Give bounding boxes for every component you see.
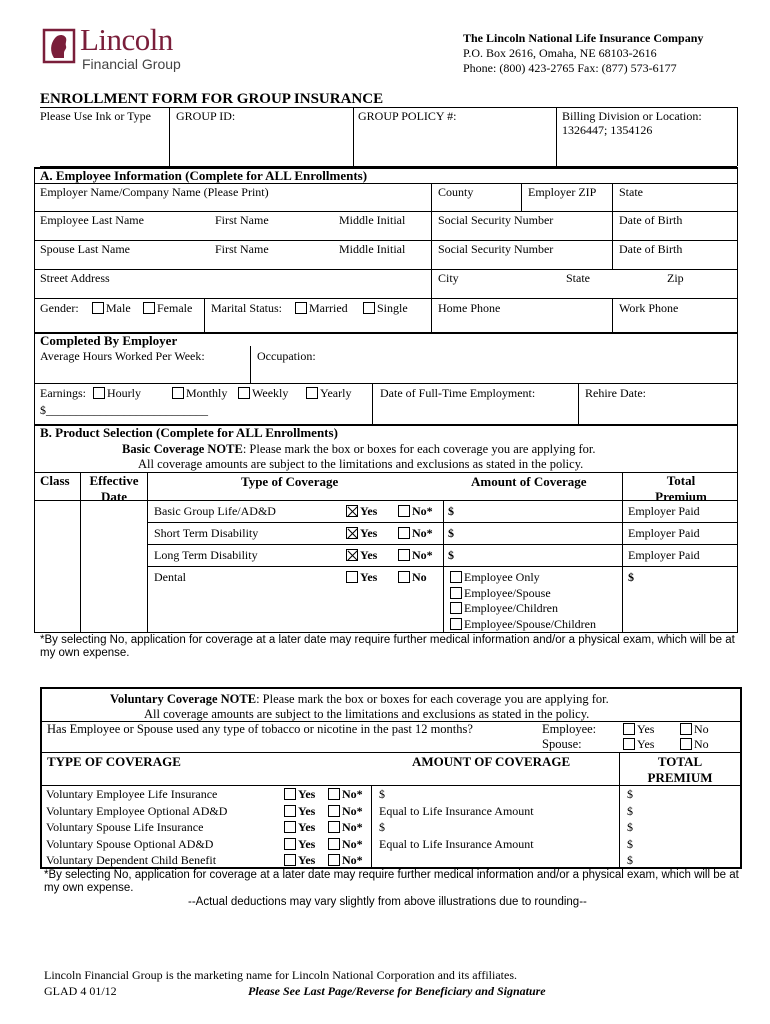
earnings-weekly-option[interactable]: Weekly [238,386,288,401]
voluntary-row-name: Voluntary Dependent Child Benefit [46,853,217,867]
voluntary-row-name: Voluntary Spouse Life Insurance [46,820,204,834]
voluntary-no-option[interactable]: No* [328,853,363,868]
logo-subtitle: Financial Group [82,56,181,72]
state-field[interactable]: State [619,185,643,199]
tobacco-spouse-no-checkbox[interactable] [680,738,692,750]
voluntary-amount-field[interactable]: $ [379,820,385,834]
dental-tier-option[interactable]: Employee Only [450,570,596,586]
voluntary-yes-checkbox[interactable] [284,854,296,866]
average-hours-field[interactable]: Average Hours Worked Per Week: [40,349,205,363]
gender-label: Gender: [40,301,79,315]
basic-coverage-note-line2: All coverage amounts are subject to the limitations and exclusions as stated in the policy. [138,457,584,471]
dental-no-option[interactable]: No [398,570,427,585]
marital-married-option[interactable]: Married [295,301,348,316]
voluntary-yes-option[interactable]: Yes [284,853,315,868]
std-yes-option[interactable]: Yes [346,526,377,541]
basic-life-no-checkbox[interactable] [398,505,410,517]
employer-section-title: Completed By Employer [40,333,178,348]
section-b-footnote: *By selecting No, application for coverage at a later date may require further medical information and/or a physical exam, which will be at my own expense. [40,634,735,659]
street-address-field[interactable]: Street Address [40,271,110,285]
earnings-hourly-option[interactable]: Hourly [93,386,141,401]
earnings-yearly-option[interactable]: Yearly [306,386,351,401]
voluntary-no-checkbox[interactable] [328,838,340,850]
logo-name: Lincoln [80,22,173,57]
voluntary-note: Voluntary Coverage NOTE: Please mark the box or boxes for each coverage you are applying for. [110,692,609,706]
voluntary-yes-option[interactable]: Yes [284,820,315,835]
voluntary-yes-option[interactable]: Yes [284,787,315,802]
basic-life-no-option[interactable]: No* [398,504,433,519]
rehire-date-field[interactable]: Rehire Date: [585,386,646,400]
std-no-checkbox[interactable] [398,527,410,539]
std-no-option[interactable]: No* [398,526,433,541]
basic-coverage-note: Basic Coverage NOTE: Please mark the box or boxes for each coverage you are applying for. [122,442,596,456]
spouse-ssn-field[interactable]: Social Security Number [438,242,554,256]
voluntary-no-checkbox[interactable] [328,854,340,866]
employee-ssn-field[interactable]: Social Security Number [438,213,554,227]
voluntary-type-header: TYPE OF COVERAGE [47,754,181,769]
ltd-premium: Employer Paid [628,548,700,562]
female-checkbox[interactable] [143,302,155,314]
section-b-title: B. Product Selection (Complete for ALL Enrollments) [40,425,338,440]
group-policy-label[interactable]: GROUP POLICY #: [358,109,457,123]
voluntary-row-name: Voluntary Employee Optional AD&D [46,804,228,818]
col-total-header: Total Premium [655,473,707,504]
voluntary-no-option[interactable]: No* [328,804,363,819]
ltd-amount[interactable]: $ [448,548,454,562]
gender-female-option[interactable]: Female [143,301,192,316]
employee-dob-field[interactable]: Date of Birth [619,213,683,227]
spouse-middle-initial-field[interactable]: Middle Initial [339,242,406,256]
male-checkbox[interactable] [92,302,104,314]
voluntary-row-name: Voluntary Employee Life Insurance [46,787,218,801]
col-amount-header: Amount of Coverage [471,474,587,489]
std-premium: Employer Paid [628,526,700,540]
voluntary-no-option[interactable]: No* [328,820,363,835]
lincoln-logo-icon [40,28,78,64]
yearly-checkbox[interactable] [306,387,318,399]
ltd-yes-checkbox[interactable] [346,549,358,561]
voluntary-note-line2: All coverage amounts are subject to the limitations and exclusions as stated in the policy. [144,707,590,721]
basic-row-name: Basic Group Life/AD&D [154,504,276,518]
std-amount[interactable]: $ [448,526,454,540]
dental-premium[interactable]: $ [628,570,634,584]
form-code: GLAD 4 01/12 [44,984,117,998]
basic-life-yes-option[interactable]: Yes [346,504,377,519]
company-phone: Phone: (800) 423-2765 Fax: (877) 573-6177 [463,61,677,75]
voluntary-row-name: Voluntary Spouse Optional AD&D [46,837,214,851]
voluntary-total-header: TOTAL PREMIUM [647,754,713,785]
company-name: The Lincoln National Life Insurance Company [463,31,704,45]
voluntary-yes-checkbox[interactable] [284,838,296,850]
spouse-first-name-field[interactable]: First Name [215,242,269,256]
tobacco-employee-yes-checkbox[interactable] [623,723,635,735]
earnings-amount-field[interactable]: $___________________________ [40,403,208,417]
basic-life-yes-checkbox[interactable] [346,505,358,517]
col-effective-header: Effective Date [89,473,139,504]
voluntary-premium-field[interactable]: $ [627,853,633,867]
basic-life-premium: Employer Paid [628,504,700,518]
dental-tier-option[interactable]: Employee/Spouse/Children [450,617,596,633]
earnings-label: Earnings: [40,386,86,400]
married-checkbox[interactable] [295,302,307,314]
employer-name-field[interactable]: Employer Name/Company Name (Please Print) [40,185,269,199]
address-zip-field[interactable]: Zip [667,271,684,285]
county-field[interactable]: County [438,185,474,199]
dental-yes-checkbox[interactable] [346,571,358,583]
reverse-page-note: Please See Last Page/Reverse for Beneficiary and Signature [248,984,546,998]
dental-tier-options[interactable] [450,570,596,632]
tobacco-question: Has Employee or Spouse used any type of tobacco or nicotine in the past 12 months? [47,722,473,736]
voluntary-amount-field[interactable]: $ [379,787,385,801]
voluntary-yes-option[interactable]: Yes [284,804,315,819]
tobacco-employee-yes-option[interactable]: Yes [623,722,654,737]
voluntary-premium-field[interactable]: $ [627,787,633,801]
full-time-date-field[interactable]: Date of Full-Time Employment: [380,386,536,400]
tobacco-employee-no-checkbox[interactable] [680,723,692,735]
voluntary-no-checkbox[interactable] [328,805,340,817]
work-phone-field[interactable]: Work Phone [619,301,679,315]
weekly-checkbox[interactable] [238,387,250,399]
voluntary-premium-field[interactable]: $ [627,837,633,851]
voluntary-yes-checkbox[interactable] [284,805,296,817]
voluntary-yes-checkbox[interactable] [284,821,296,833]
tobacco-spouse-yes-option[interactable]: Yes [623,737,654,752]
address-state-field[interactable]: State [566,271,590,285]
marital-single-option[interactable]: Single [363,301,408,316]
occupation-field[interactable]: Occupation: [257,349,316,363]
billing-value: 1326447; 1354126 [562,123,653,137]
dental-tier-option[interactable]: Employee/Children [450,601,596,617]
section-a-title: A. Employee Information (Complete for ALL Enrollments) [40,168,368,183]
tobacco-spouse-label: Spouse: [542,737,582,751]
ltd-no-option[interactable]: No* [398,548,433,563]
ink-note: Please Use Ink or Type [40,109,151,123]
voluntary-amount-field[interactable]: Equal to Life Insurance Amount [379,804,534,818]
employee-last-name-field[interactable]: Employee Last Name [40,213,144,227]
rounding-note: --Actual deductions may vary slightly from above illustrations due to rounding-- [188,896,587,908]
home-phone-field[interactable]: Home Phone [438,301,501,315]
voluntary-premium-field[interactable]: $ [627,804,633,818]
voluntary-footnote: *By selecting No, application for coverage at a later date may require further medical information and/or a physical exam, which will be at my own expense. [44,869,739,894]
voluntary-premium-field[interactable]: $ [627,820,633,834]
monthly-checkbox[interactable] [172,387,184,399]
gender-male-option[interactable]: Male [92,301,131,316]
voluntary-no-checkbox[interactable] [328,788,340,800]
basic-life-amount[interactable]: $ [448,504,454,518]
marital-status-label: Marital Status: [211,301,282,315]
dental-tier-option[interactable]: Employee/Spouse [450,586,596,602]
employer-zip-field[interactable]: Employer ZIP [528,185,597,199]
spouse-dob-field[interactable]: Date of Birth [619,242,683,256]
company-address-block [463,31,703,76]
voluntary-no-checkbox[interactable] [328,821,340,833]
voluntary-amount-header: AMOUNT OF COVERAGE [412,754,571,769]
ltd-row-name: Long Term Disability [154,548,258,562]
col-class-header: Class [40,473,70,488]
dental-yes-option[interactable]: Yes [346,570,377,585]
dental-no-checkbox[interactable] [398,571,410,583]
employee-first-name-field[interactable]: First Name [215,213,269,227]
dental-row-name: Dental [154,570,186,584]
std-row-name: Short Term Disability [154,526,259,540]
city-field[interactable]: City [438,271,459,285]
tobacco-employee-label: Employee: [542,722,597,736]
group-id-label[interactable]: GROUP ID: [176,109,236,123]
billing-label: Billing Division or Location: [562,109,702,123]
hourly-checkbox[interactable] [93,387,105,399]
tobacco-employee-no-option[interactable]: No [680,722,709,737]
form-title: ENROLLMENT FORM FOR GROUP INSURANCE [40,91,384,107]
earnings-monthly-option[interactable]: Monthly [172,386,227,401]
tobacco-spouse-no-option[interactable]: No [680,737,709,752]
voluntary-amount-field[interactable]: Equal to Life Insurance Amount [379,837,534,851]
voluntary-no-option[interactable]: No* [328,787,363,802]
spouse-last-name-field[interactable]: Spouse Last Name [40,242,130,256]
ltd-yes-option[interactable]: Yes [346,548,377,563]
voluntary-yes-checkbox[interactable] [284,788,296,800]
std-yes-checkbox[interactable] [346,527,358,539]
voluntary-no-option[interactable]: No* [328,837,363,852]
tobacco-spouse-yes-checkbox[interactable] [623,738,635,750]
footer-marketing-note: Lincoln Financial Group is the marketing name for Lincoln National Corporation and its affiliates. [44,968,517,982]
ltd-no-checkbox[interactable] [398,549,410,561]
company-address: P.O. Box 2616, Omaha, NE 68103-2616 [463,46,657,60]
employee-middle-initial-field[interactable]: Middle Initial [339,213,406,227]
voluntary-yes-option[interactable]: Yes [284,837,315,852]
single-checkbox[interactable] [363,302,375,314]
col-type-header: Type of Coverage [241,474,339,489]
